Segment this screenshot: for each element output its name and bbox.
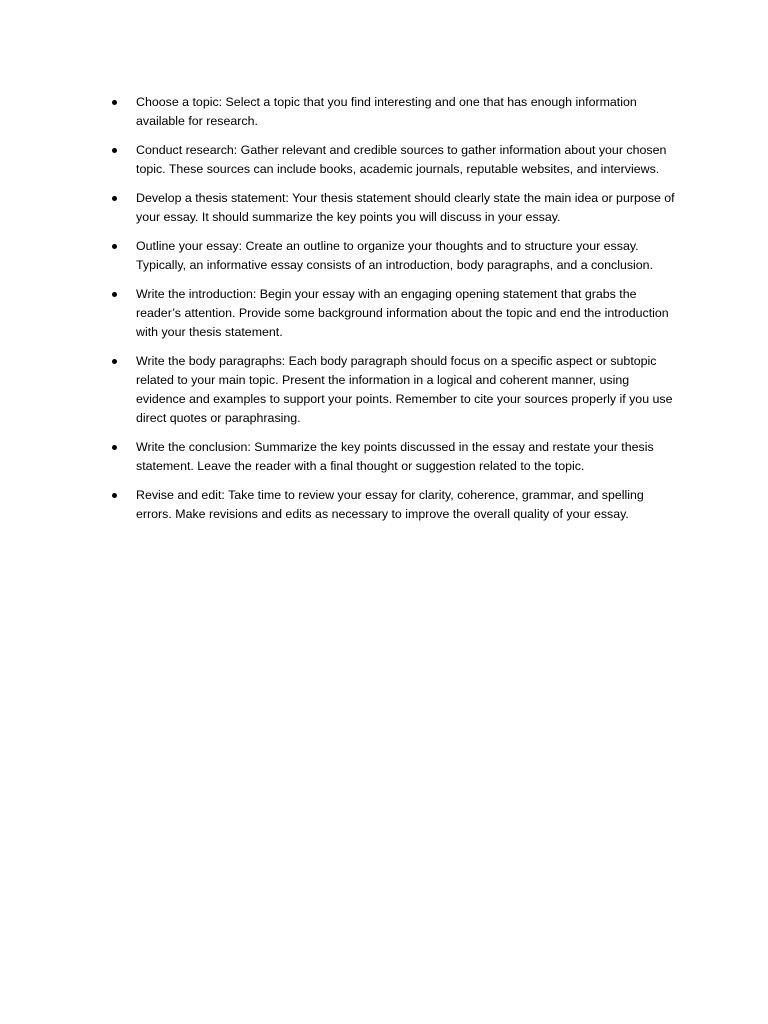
list-item-text: Conduct research: Gather relevant and credible sources to gather information about your chosen topic. These sources can include books, academic journals, reputable websites, and interviews. bbox=[136, 143, 667, 176]
bullet-icon bbox=[112, 196, 117, 201]
list-item bbox=[112, 237, 682, 275]
bullet-icon bbox=[112, 100, 117, 105]
list-item bbox=[112, 141, 682, 179]
list-item-text: Outline your essay: Create an outline to organize your thoughts and to structure your essay. Typically, an informative essay consists of an introduction, body paragraphs, and a conclusion. bbox=[136, 239, 654, 272]
list-item bbox=[112, 93, 682, 131]
bullet-icon bbox=[112, 445, 117, 450]
list-item-text: Write the conclusion: Summarize the key points discussed in the essay and restate your thesis statement. Leave the reader with a final thought or suggestion related to the topic. bbox=[136, 440, 654, 473]
bullet-icon bbox=[112, 292, 117, 297]
list-item-text: Develop a thesis statement: Your thesis statement should clearly state the main idea or purpose of your essay. It should summarize the key points you will discuss in your essay. bbox=[136, 191, 675, 224]
bullet-icon bbox=[112, 493, 117, 498]
bullet-icon bbox=[112, 244, 117, 249]
list-item bbox=[112, 438, 682, 476]
list-item-text: Revise and edit: Take time to review your essay for clarity, coherence, grammar, and spelling errors. Make revisions and edits as necessary to improve the overall quality of your essay. bbox=[136, 488, 644, 521]
list-item-text: Write the introduction: Begin your essay with an engaging opening statement that grabs the reader’s attention. Provide some background information about the topic and end the introduction with your thesis statement. bbox=[136, 287, 669, 339]
list-item-text: Choose a topic: Select a topic that you find interesting and one that has enough information available for research. bbox=[136, 95, 637, 128]
list-item-text: Write the body paragraphs: Each body paragraph should focus on a specific aspect or subtopic related to your main topic. Present the information in a logical and coherent manner, using evidence and examples to support your points. Remember to cite your sources properly if you use direct quotes or paraphrasing. bbox=[136, 354, 673, 425]
list-item bbox=[112, 189, 682, 227]
list-item bbox=[112, 352, 682, 428]
list-item bbox=[112, 285, 682, 342]
bullet-list bbox=[112, 93, 682, 534]
bullet-icon bbox=[112, 148, 117, 153]
bullet-icon bbox=[112, 359, 117, 364]
list-item bbox=[112, 486, 682, 524]
